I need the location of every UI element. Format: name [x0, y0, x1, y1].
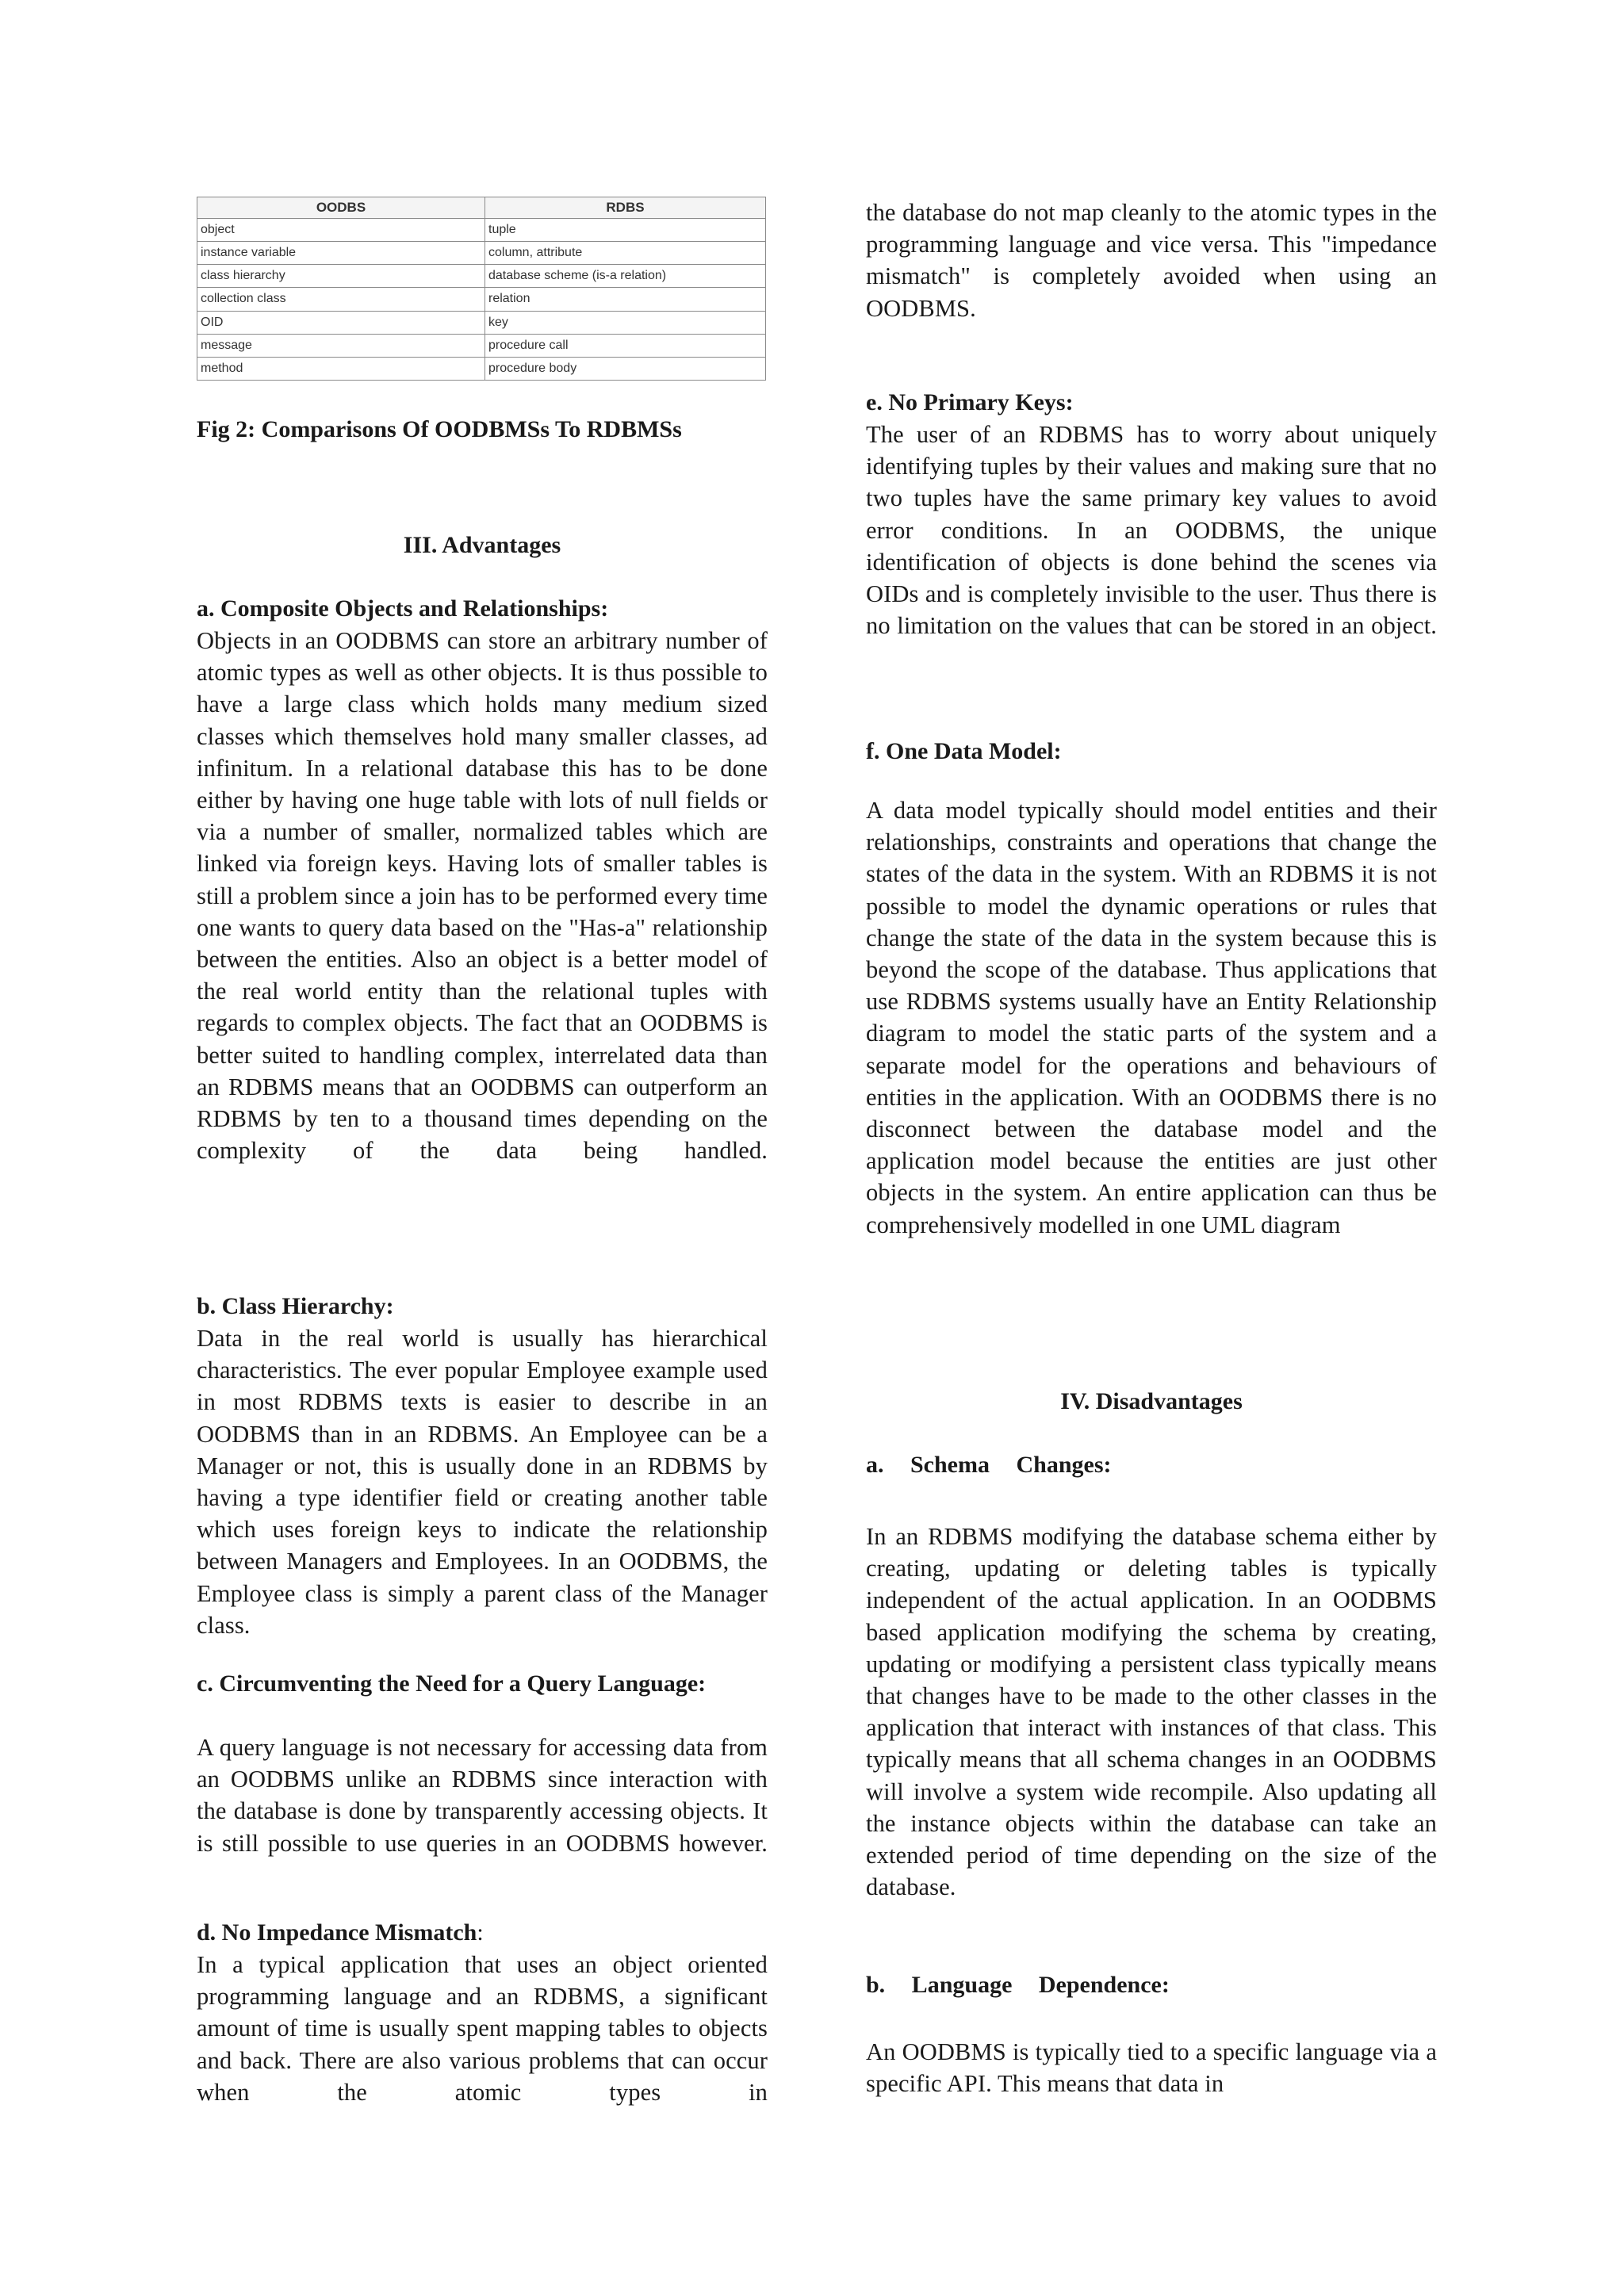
table-cell: object — [197, 219, 485, 242]
table-cell: relation — [485, 288, 766, 311]
section-title-disadvantages: IV. Disadvantages — [1060, 1388, 1243, 1414]
paragraph-no-primary-keys: The user of an RDBMS has to worry about uniquely identifying tuples by their values and making sure that no two tuples have the same primary key values to avoid error conditions. In an OODBMS, the unique identification of objects is done behind the scenes via OIDs and is completely invisible to the user. Thus there is no limitation on the values that can be stored in an object. — [866, 421, 1437, 640]
subsection-heading-schema-changes: a. Schema Changes: — [866, 1452, 1112, 1478]
paragraph-schema-changes: In an RDBMS modifying the database schema either by creating, updating or deleting tables is typically independent of the actual application. In an OODBMS based application modifying the schema by creating, updating or modifying a persistent class typically means that changes have to be made to the other classes in the application that interact with instances of that class. This typically means that all schema changes in an OODBMS will involve a system wide recompile. Also updating all the instance objects within the database can take an extended period of time depending on the size of the database. — [866, 1523, 1437, 1901]
comparison-table — [197, 197, 766, 381]
paragraph-class-hierarchy: Data in the real world is usually has hierarchical characteristics. The ever popular Employee example used in most RDBMS texts is easier to describe in an OODBMS than in an RDBMS. An Employee can be a Manager or not, this is usually done in an RDBMS by having a type identifier field or creating another table which uses foreign keys to indicate the relationship between Managers and Employees. In an OODBMS, the Employee class is simply a parent class of the Manager class. — [197, 1325, 768, 1639]
table-cell: OID — [197, 311, 485, 334]
paragraph-impedance-mismatch-part2: the database do not map cleanly to the atomic types in the programming language and vice versa. This "impedance mismatch" is completely avoided when using an OODBMS. — [866, 199, 1437, 322]
table-cell: instance variable — [197, 242, 485, 265]
paragraph-query-language: A query language is not necessary for accessing data from an OODBMS unlike an RDBMS since interaction with the database is done by transparently accessing objects. It is still possible to use queries in an OODBMS however. — [197, 1734, 768, 1857]
paragraph-one-data-model: A data model typically should model entities and their relationships, constraints and operations that change the states of the data in the system. With an RDBMS it is not possible to model the dynamic operations or rules that change the state of the data in the system because this is beyond the scope of the database. Thus applications that use RDBMS systems usually have an Entity Relationship diagram to model the static parts of the system and a separate model for the operations and behaviours of entities in the application. With an OODBMS there is no disconnect between the database model and the application model because the entities are just other objects in the system. An entire application can thus be comprehensively modelled in one UML diagram — [866, 797, 1437, 1238]
table-cell: procedure call — [485, 334, 766, 357]
table-cell: database scheme (is-a relation) — [485, 265, 766, 288]
table-cell: column, attribute — [485, 242, 766, 265]
paragraph-composite-objects: Objects in an OODBMS can store an arbitrary number of atomic types as well as other objects. It is thus possible to have a large class which holds many medium sized classes which themselves hold many smaller classes, ad infinitum. In a relational database this has to be done either by having one huge table with lots of null fields or via a number of smaller, normalized tables which are linked via foreign keys. Having lots of smaller tables is still a problem since a join has to be performed every time one wants to query data based on the "Has-a" relationship between the entities. Also an object is a better model of the real world entity than the relational tuples with regards to complex objects. The fact that an OODBMS is better suited to handling complex, interrelated data than an RDBMS means that an OODBMS can outperform an RDBMS by ten to a thousand times depending on the complexity of the data being handled. — [197, 627, 768, 1165]
table-row — [197, 265, 766, 288]
table-row — [197, 219, 766, 242]
subsection-heading-one-data-model: f. One Data Model: — [866, 738, 1062, 764]
table-cell: class hierarchy — [197, 265, 485, 288]
table-row — [197, 334, 766, 357]
table-cell: tuple — [485, 219, 766, 242]
figure-caption: Fig 2: Comparisons Of OODBMSs To RDBMSs — [197, 416, 682, 442]
subsection-heading-query-language: c. Circumventing the Need for a Query Language: — [197, 1670, 707, 1697]
paragraph-language-dependence: An OODBMS is typically tied to a specific language via a specific API. This means that data in — [866, 2038, 1437, 2098]
section-title-advantages: III. Advantages — [403, 532, 561, 558]
table-row — [197, 242, 766, 265]
table-header-rdbs: RDBS — [485, 197, 766, 219]
table-cell: method — [197, 357, 485, 380]
table-row — [197, 311, 766, 334]
subsection-heading-class-hierarchy: b. Class Hierarchy: — [197, 1293, 394, 1319]
table-header-oodbs: OODBS — [197, 197, 485, 219]
subsection-heading-impedance-mismatch: d. No Impedance Mismatch: — [197, 1919, 484, 1946]
subsection-heading-composite-objects: a. Composite Objects and Relationships: — [197, 595, 609, 622]
table-header-row — [197, 197, 766, 219]
subsection-heading-no-primary-keys: e. No Primary Keys: — [866, 389, 1074, 415]
table-row — [197, 288, 766, 311]
subsection-heading-language-dependence: b. Language Dependence: — [866, 1972, 1170, 1998]
table-cell: collection class — [197, 288, 485, 311]
table-cell: procedure body — [485, 357, 766, 380]
paragraph-impedance-mismatch-part1: In a typical application that uses an object oriented programming language and an RDBMS, a significant amount of time is usually spent mapping tables to objects and back. There are also various problems that can occur when the atomic types in — [197, 1951, 768, 2106]
table-cell: message — [197, 334, 485, 357]
table-cell: key — [485, 311, 766, 334]
table-row — [197, 357, 766, 380]
